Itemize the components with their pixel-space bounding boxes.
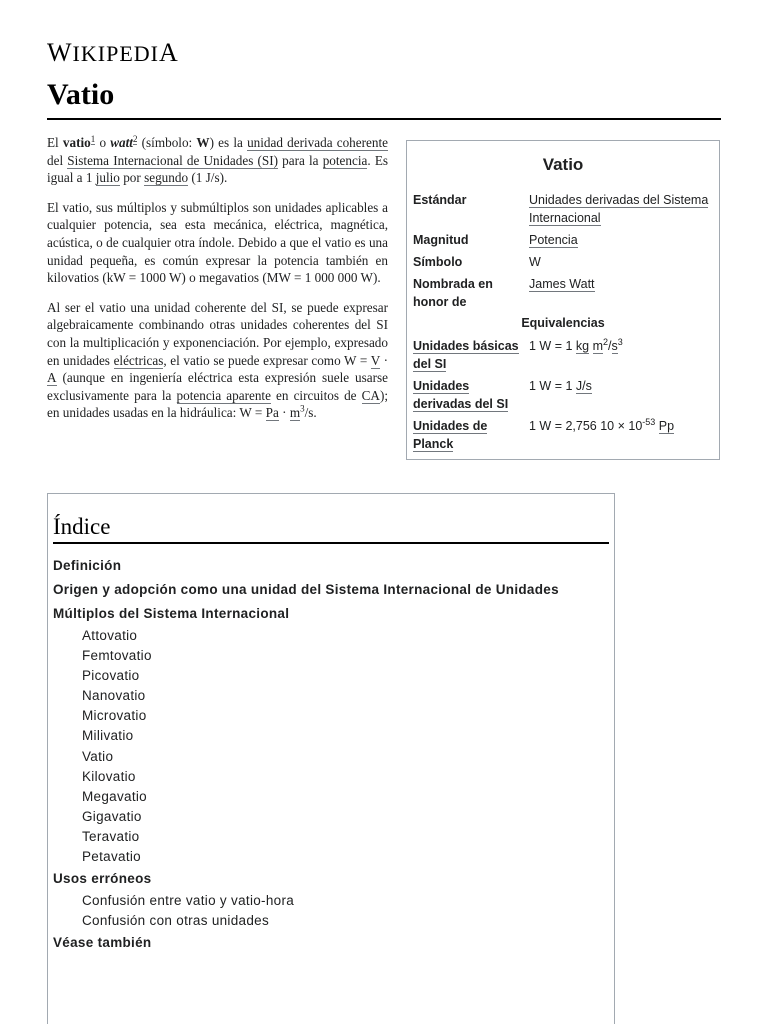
link-kilogramo[interactable]: kg	[575, 339, 590, 353]
toc-subitem[interactable]: Confusión entre vatio y vatio-hora	[82, 893, 295, 909]
link-metro-infobox[interactable]: m	[592, 339, 604, 353]
toc-sublist	[53, 891, 613, 931]
toc-subitem[interactable]: Petavatio	[82, 849, 141, 865]
toc-link[interactable]: Véase también	[53, 935, 152, 951]
link-metro[interactable]: m	[289, 405, 301, 421]
toc-title: Índice	[53, 514, 609, 544]
toc-link[interactable]: Usos erróneos	[53, 871, 152, 887]
link-unidades-derivadas[interactable]: Unidades derivadas del Sistema Internacional	[529, 193, 709, 225]
toc-item	[53, 931, 613, 955]
link-corriente-alterna[interactable]: CA	[361, 387, 380, 403]
reference-link[interactable]: 1	[90, 133, 96, 144]
toc-subitem[interactable]: Vatio	[82, 748, 114, 764]
toc-sublist	[53, 626, 613, 867]
toc-subitem[interactable]: Gigavatio	[82, 808, 142, 824]
infobox-equivalences-header: Equivalencias	[521, 316, 605, 330]
toc-item	[53, 554, 613, 578]
link-potencia-infobox[interactable]: Potencia	[529, 233, 578, 247]
link-voltio[interactable]: V	[370, 352, 380, 368]
toc-item	[53, 578, 613, 602]
link-segundo-infobox[interactable]: s	[611, 339, 618, 353]
wikipedia-logo[interactable]: WIKIPEDIA	[47, 38, 179, 67]
link-unidades-planck[interactable]: Unidades de Planck	[413, 419, 488, 451]
reference-link[interactable]: 2	[132, 133, 138, 144]
infobox-title: Vatio	[542, 155, 584, 174]
infobox: Vatio Estándar Unidades derivadas del Sistema Internacional Magnitud Potencia Símbolo W Nombrada en honor de James Watt Equivalencias Unidades básicas del SI 1 W = 1 kg $m^2/s^3$ Unidades derivadas del SI 1 W = 1 J/s Unidades de Planck 1 W = 2,756 $10 \times 10^{-53}$ Pp	[406, 140, 720, 460]
toc-subitem[interactable]: Nanovatio	[82, 688, 146, 704]
link-potencia-planck[interactable]: Pp	[658, 419, 675, 433]
toc-item	[53, 867, 613, 931]
toc-link[interactable]: Definición	[53, 558, 122, 573]
toc-subitem[interactable]: Teravatio	[82, 828, 140, 844]
link-julio-por-segundo[interactable]: J/s	[575, 379, 592, 393]
toc-subitem[interactable]: Picovatio	[82, 668, 140, 684]
article-body	[47, 134, 388, 434]
link-unidades-basicas[interactable]: Unidades básicas del SI	[413, 339, 519, 371]
link-potencia[interactable]: potencia	[322, 152, 368, 168]
expression-paragraph: Al ser el vatio una unidad coherente del SI, se puede expresar algebraicamente combinando otras unidades coherentes del SI con la multiplicación y exponenciación. Por ejemplo, expresado en unidades eléctricas, el vatio se puede expresar como W = V · A (aunque en ingeniería eléctrica esta expresión suele usarse exclusivamente para la potencia aparente en circuitos de CA); en unidades usadas en la hidráulica: $W = Pa \cdot m^3/s$.	[47, 299, 388, 421]
link-sistema-internacional[interactable]: Sistema Internacional de Unidades (SI)	[67, 152, 278, 168]
toc-subitem[interactable]: Megavatio	[82, 788, 147, 804]
link-pascal[interactable]: Pa	[265, 405, 279, 421]
page-title: Vatio	[47, 76, 721, 120]
toc-subitem[interactable]: Kilovatio	[82, 768, 136, 784]
toc-subitem[interactable]: Confusión con otras unidades	[82, 913, 270, 929]
toc-subitem[interactable]: Milivatio	[82, 728, 134, 744]
link-unidades-derivadas-si[interactable]: Unidades derivadas del SI	[413, 379, 509, 411]
table-of-contents	[47, 493, 615, 1024]
toc-link[interactable]: Origen y adopción como una unidad del Sistema Internacional de Unidades	[53, 582, 559, 597]
link-segundo[interactable]: segundo	[144, 170, 189, 186]
intro-paragraph: El vatio$^1$ o watt$^2$ (símbolo: W) es la unidad derivada coherente del Sistema Internacional de Unidades (SI) para la potencia. Es igual a 1 julio por segundo (1 J/s).	[47, 133, 388, 186]
toc-subitem[interactable]: Microvatio	[82, 708, 147, 724]
toc-list	[53, 554, 613, 955]
link-amperio[interactable]: A	[47, 370, 57, 386]
toc-link[interactable]: Múltiplos del Sistema Internacional	[53, 606, 290, 621]
link-julio[interactable]: julio	[95, 170, 120, 186]
link-james-watt[interactable]: James Watt	[529, 277, 595, 291]
toc-subitem[interactable]: Attovatio	[82, 628, 138, 643]
toc-item	[53, 602, 613, 867]
toc-subitem[interactable]: Femtovatio	[82, 648, 152, 664]
link-potencia-aparente[interactable]: potencia aparente	[176, 387, 271, 403]
link-unidad-derivada[interactable]: unidad derivada coherente	[247, 135, 388, 150]
link-electricas[interactable]: eléctricas	[113, 352, 164, 368]
multiples-paragraph: El vatio, sus múltiplos y submúltiplos son unidades aplicables a cualquier potencia, sea esta mecánica, eléctrica, magnética, acústica, o de cualquier otra índole. Debido a que el vatio es una unidad pequeña, es común expresar la potencia también en kilovatios (kW = 1000 W) o megavatios (MW = 1 000 000 W).	[47, 199, 388, 286]
